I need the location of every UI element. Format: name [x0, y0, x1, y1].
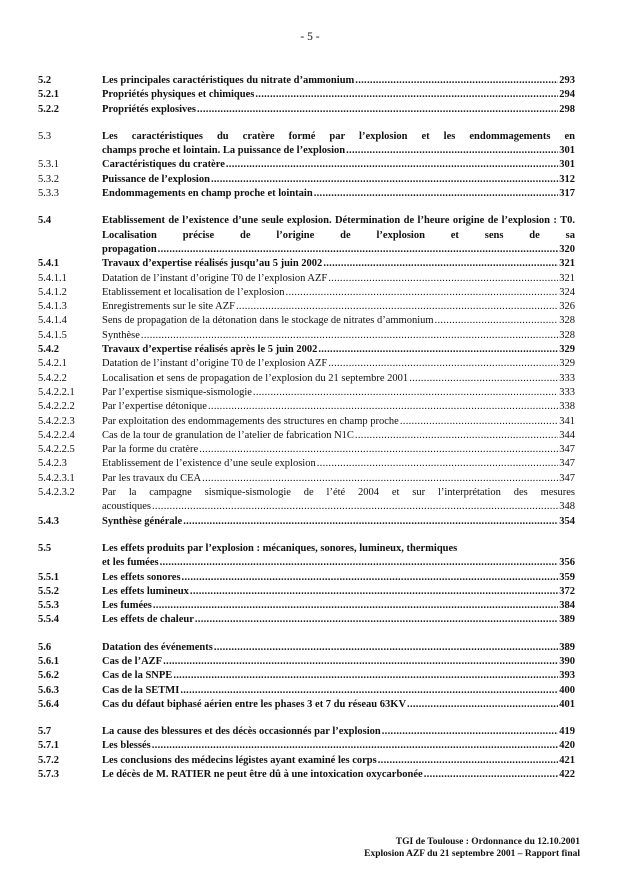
toc-entry-title: Datation de l’instant d’origine T0 de l’explosion AZF	[102, 358, 328, 370]
toc-entry-page: 301	[559, 159, 575, 171]
toc-entry	[38, 103, 575, 117]
toc-entry-title: Datation des événements	[102, 641, 213, 653]
toc-entry-number: 5.6	[38, 641, 52, 653]
toc-entry-number: 5.6.3	[38, 684, 59, 696]
dot-leader	[314, 187, 559, 201]
toc-entry-number: 5.3.3	[38, 188, 59, 200]
toc-entry	[38, 130, 575, 159]
toc-entry-title: Propriétés explosives	[102, 103, 196, 115]
toc-entry-page: 348	[559, 501, 575, 513]
dot-leader	[190, 585, 558, 599]
toc-entry-title: Par exploitation des endommagements des structures en champ proche	[102, 415, 399, 427]
toc-entry-page: 341	[559, 415, 575, 427]
toc-entry	[38, 472, 575, 486]
dot-leader	[197, 103, 558, 117]
dot-leader	[141, 329, 558, 343]
toc-entry-title: Cas du défaut biphasé aérien entre les phases 3 et 7 du réseau 63KV	[102, 698, 407, 710]
toc-entry	[38, 357, 575, 371]
dot-leader	[409, 372, 558, 386]
dot-leader	[152, 739, 559, 753]
toc-entry-page: 419	[559, 726, 575, 738]
toc-entry-title: Datation de l’instant d’origine T0 de l’explosion AZF	[102, 272, 328, 284]
dot-leader	[317, 457, 559, 471]
toc-entry-page: 301	[559, 145, 575, 157]
toc-entry-number: 5.5.1	[38, 571, 59, 583]
toc-entry	[38, 214, 575, 257]
toc-entry-page: 333	[559, 372, 575, 384]
toc-entry	[38, 457, 575, 471]
page-number: - 5 -	[300, 31, 320, 43]
toc-entry-title: Caractéristiques du cratère	[102, 159, 225, 171]
toc-entry-title: Par l’expertise détonique	[102, 401, 207, 413]
toc-entry	[38, 286, 575, 300]
toc-entry	[38, 429, 575, 443]
toc-entry-page: 312	[559, 173, 575, 185]
toc-entry-heading-lead: Par la campagne sismique-sismologie de l’été 2004 et sur l’interprétation des mesures	[102, 487, 575, 499]
toc-entry-number: 5.4.2.2	[38, 372, 67, 384]
toc-entry	[38, 698, 575, 712]
toc-entry	[38, 754, 575, 768]
toc-entry-page: 389	[559, 614, 575, 626]
dot-leader	[180, 684, 558, 698]
toc-entry-page: 328	[559, 329, 575, 341]
toc-entry-page: 389	[559, 641, 575, 653]
toc-entry-number: 5.4.2.2.2	[38, 401, 75, 413]
toc-entry-number: 5.3.1	[38, 159, 59, 171]
toc-entry-heading-lead: Les caractéristiques du cratère formé par l’explosion et les endommagements en	[102, 130, 575, 142]
toc-entry-page: 354	[559, 515, 575, 527]
toc-entry	[38, 372, 575, 386]
toc-entry-title: Synthèse	[102, 329, 140, 341]
toc-entry-title: et les fumées	[102, 557, 159, 569]
dot-leader	[355, 429, 558, 443]
toc-entry	[38, 641, 575, 655]
toc-entry-number: 5.4.2.2.3	[38, 415, 75, 427]
toc-entry-page: 384	[559, 600, 575, 612]
toc-entry-number: 5.4.1.1	[38, 272, 67, 284]
dot-leader	[208, 400, 558, 414]
toc-entry	[38, 443, 575, 457]
toc-entry-title: Cas de la tour de granulation de l’atelier de fabrication N1C	[102, 429, 354, 441]
dot-leader	[199, 443, 558, 457]
toc-entry	[38, 571, 575, 585]
toc-entry-number: 5.7.1	[38, 740, 59, 752]
toc-entry-number: 5.4.2.3	[38, 458, 67, 470]
toc-entry	[38, 599, 575, 613]
toc-entry-title: Etablissement de l’existence d’une seule explosion	[102, 458, 316, 470]
toc-entry-number: 5.4.1.5	[38, 329, 67, 341]
toc-entry-number: 5.4.3	[38, 515, 59, 527]
toc-entry-title: Travaux d’expertise réalisés jusqu’au 5 juin 2002	[102, 258, 323, 270]
toc-entry-title: propagation	[102, 243, 157, 255]
toc-entry-page: 298	[559, 103, 575, 115]
toc-entry	[38, 88, 575, 102]
toc-entry-title: Cas de l’AZF	[102, 655, 163, 667]
dot-leader	[328, 272, 558, 286]
toc-entry-title: Endommagements en champ proche et lointain	[102, 188, 313, 200]
toc-entry-title: Propriétés physiques et chimiques	[102, 89, 255, 101]
toc-entry	[38, 655, 575, 669]
dot-leader	[214, 641, 558, 655]
dot-leader	[173, 669, 558, 683]
toc-entry-number: 5.4.1.2	[38, 286, 67, 298]
dot-leader	[318, 343, 558, 357]
toc-entry-number: 5.4.2.3.2	[38, 487, 75, 499]
toc-entry	[38, 400, 575, 414]
toc-entry-number: 5.5	[38, 542, 52, 554]
toc-entry	[38, 343, 575, 357]
dot-leader	[286, 286, 559, 300]
table-of-contents	[38, 74, 575, 782]
dot-leader	[195, 613, 558, 627]
toc-entry-number: 5.6.2	[38, 670, 59, 682]
dot-leader	[382, 725, 559, 739]
toc-entry-number: 5.2.1	[38, 89, 59, 101]
toc-entry-page: 393	[559, 670, 575, 682]
toc-entry-title: Synthèse générale	[102, 515, 183, 527]
toc-entry-heading-lead: Etablissement de l’existence d’une seule explosion. Détermination de l’heure origine de l’explosion : T0. Localisation précise de l’origine de l’explosion et sens de sa	[102, 215, 575, 241]
toc-entry	[38, 486, 575, 515]
toc-entry-page: 294	[559, 89, 575, 101]
toc-entry-title: Le décès de M. RATIER ne peut être dû à une intoxication oxycarbonée	[102, 769, 423, 781]
toc-entry	[38, 386, 575, 400]
toc-entry-title: Etablissement et localisation de l’explosion	[102, 286, 285, 298]
toc-entry-title: Les conclusions des médecins légistes ayant examiné les corps	[102, 754, 377, 766]
toc-entry-number: 5.2.2	[38, 103, 59, 115]
dot-leader	[211, 173, 558, 187]
toc-entry-page: 372	[559, 585, 575, 597]
toc-entry-page: 320	[559, 243, 575, 255]
toc-entry-page: 347	[559, 444, 575, 456]
toc-entry-page: 421	[559, 754, 575, 766]
toc-entry-number: 5.2	[38, 75, 52, 86]
toc-entry-number: 5.3	[38, 130, 52, 142]
toc-entry-title: Par la forme du cratère	[102, 444, 199, 456]
dot-leader	[152, 500, 558, 514]
dot-leader	[202, 472, 558, 486]
toc-entry-title: Par les travaux du CEA	[102, 472, 202, 484]
toc-entry	[38, 739, 575, 753]
toc-entry-page: 329	[559, 358, 575, 370]
dot-leader	[328, 357, 558, 371]
dot-leader	[153, 599, 558, 613]
page-footer	[364, 836, 580, 860]
toc-entry-title: Les blessés	[102, 740, 151, 752]
toc-entry-number: 5.5.2	[38, 585, 59, 597]
dot-leader	[236, 300, 558, 314]
toc-entry-title: Cas de la SNPE	[102, 670, 173, 682]
toc-entry	[38, 272, 575, 286]
toc-entry-page: 321	[559, 258, 575, 270]
toc-entry-number: 5.5.4	[38, 614, 59, 626]
toc-entry	[38, 613, 575, 627]
toc-entry-page: 317	[559, 188, 575, 200]
toc-entry	[38, 300, 575, 314]
toc-entry-page: 347	[559, 458, 575, 470]
toc-entry-title: Travaux d’expertise réalisés après le 5 juin 2002	[102, 344, 318, 356]
toc-entry-title: Sens de propagation de la détonation dans le stockage de nitrates d’ammonium	[102, 315, 434, 327]
toc-entry-title: acoustiques	[102, 501, 151, 513]
dot-leader	[424, 768, 559, 782]
toc-entry-page: 420	[559, 740, 575, 752]
dot-leader	[226, 158, 558, 172]
toc-entry-title: Les principales caractéristiques du nitrate d’ammonium	[102, 75, 355, 86]
dot-leader	[378, 754, 559, 768]
toc-entry-page: 356	[559, 557, 575, 569]
toc-entry-page: 347	[559, 472, 575, 484]
dot-leader	[255, 88, 558, 102]
toc-entry-title: Les fumées	[102, 600, 152, 612]
dot-leader	[183, 515, 558, 529]
toc-entry-title: Les effets sonores	[102, 571, 181, 583]
toc-entry-number: 5.7.3	[38, 769, 59, 781]
dot-leader	[435, 314, 559, 328]
toc-entry-title: Enregistrements sur le site AZF	[102, 301, 235, 313]
toc-entry	[38, 684, 575, 698]
toc-entry	[38, 669, 575, 683]
toc-entry-page: 400	[559, 684, 575, 696]
toc-entry-number: 5.4.2.2.1	[38, 386, 75, 398]
toc-entry-title: Puissance de l’explosion	[102, 173, 210, 185]
dot-leader	[355, 74, 558, 88]
dot-leader	[253, 386, 558, 400]
toc-entry-number: 5.6.1	[38, 655, 59, 667]
toc-entry	[38, 585, 575, 599]
dot-leader	[346, 144, 558, 158]
toc-entry-number: 5.4.2.1	[38, 358, 67, 370]
toc-entry-number: 5.5.3	[38, 600, 59, 612]
toc-entry-title: Les effets lumineux	[102, 585, 189, 597]
toc-entry	[38, 74, 575, 88]
footer-line-1: TGI de Toulouse : Ordonnance du 12.10.2001	[395, 837, 580, 847]
toc-entry-number: 5.4	[38, 215, 52, 227]
toc-entry-title: Localisation et sens de propagation de l’explosion du 21 septembre 2001	[102, 372, 409, 384]
toc-entry	[38, 542, 575, 571]
toc-entry-number: 5.7.2	[38, 754, 59, 766]
dot-leader	[407, 698, 558, 712]
toc-entry	[38, 257, 575, 271]
toc-entry-page: 422	[559, 769, 575, 781]
toc-entry-page: 390	[559, 655, 575, 667]
toc-entry-number: 5.4.1.3	[38, 301, 67, 313]
toc-entry-page: 326	[559, 301, 575, 313]
toc-entry-page: 333	[559, 386, 575, 398]
toc-entry-title: champs proche et lointain. La puissance de l’explosion	[102, 145, 346, 157]
toc-entry-page: 321	[559, 272, 575, 284]
toc-entry	[38, 768, 575, 782]
toc-entry	[38, 329, 575, 343]
toc-entry	[38, 173, 575, 187]
toc-entry-page: 338	[559, 401, 575, 413]
toc-entry-title: Les effets de chaleur	[102, 614, 194, 626]
toc-entry-page: 359	[559, 571, 575, 583]
toc-entry-number: 5.4.2.2.4	[38, 429, 75, 441]
toc-entry-title: La cause des blessures et des décès occasionnés par l’explosion	[102, 726, 381, 738]
toc-entry	[38, 515, 575, 529]
dot-leader	[163, 655, 558, 669]
dot-leader	[400, 415, 558, 429]
toc-entry-page: 344	[559, 429, 575, 441]
toc-entry-page: 293	[559, 75, 575, 86]
footer-line-2: Explosion AZF du 21 septembre 2001 – Rapport final	[364, 849, 580, 859]
dot-leader	[323, 257, 558, 271]
toc-entry-number: 5.3.2	[38, 173, 59, 185]
toc-entry-number: 5.6.4	[38, 698, 59, 710]
dot-leader	[158, 243, 559, 257]
toc-entry	[38, 158, 575, 172]
dot-leader	[160, 556, 559, 570]
toc-entry	[38, 187, 575, 201]
toc-entry-number: 5.4.2	[38, 344, 59, 356]
toc-entry-number: 5.7	[38, 726, 52, 738]
toc-entry-page: 401	[559, 698, 575, 710]
toc-entry-number: 5.4.2.2.5	[38, 444, 75, 456]
toc-entry-number: 5.4.2.3.1	[38, 472, 75, 484]
toc-entry-heading-lead: Les effets produits par l’explosion : mécaniques, sonores, lumineux, thermiques	[102, 542, 458, 554]
toc-entry-page: 328	[559, 315, 575, 327]
toc-entry	[38, 314, 575, 328]
toc-entry-page: 329	[559, 344, 575, 356]
toc-entry	[38, 725, 575, 739]
toc-entry	[38, 415, 575, 429]
toc-entry-number: 5.4.1	[38, 258, 59, 270]
toc-entry-title: Par l’expertise sismique-sismologie	[102, 386, 252, 398]
toc-entry-number: 5.4.1.4	[38, 315, 67, 327]
toc-entry-page: 324	[559, 286, 575, 298]
dot-leader	[182, 571, 559, 585]
toc-entry-title: Cas de la SETMI	[102, 684, 180, 696]
